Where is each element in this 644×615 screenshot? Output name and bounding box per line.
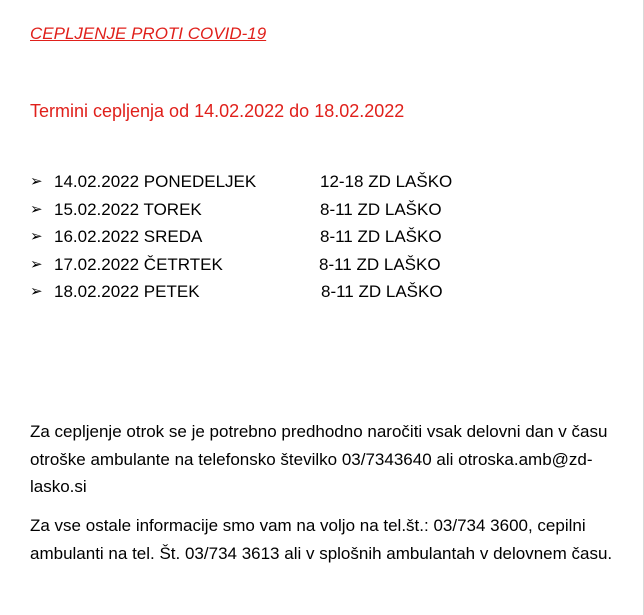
- schedule-day: 16.02.2022 SREDA: [54, 227, 203, 247]
- schedule-time: 8-11 ZD LAŠKO: [319, 254, 441, 274]
- schedule-day: 17.02.2022 ČETRTEK: [54, 254, 223, 274]
- arrow-bullet-icon: ➢: [30, 282, 43, 301]
- schedule-day: 15.02.2022 TOREK: [54, 199, 202, 219]
- schedule-time: 8-11 ZD LAŠKO: [321, 282, 443, 302]
- schedule-time: 12-18 ZD LAŠKO: [320, 172, 453, 191]
- contact-info: Za vse ostale informacije smo vam na voljo na tel.št.: 03/734 3600, cepilni ambulanti na tel. Št. 03/734 3613 ali v splošnih ambulantah v delovnem času.: [30, 516, 613, 563]
- arrow-bullet-icon: ➢: [30, 254, 43, 273]
- schedule-time: 8-11 ZD LAŠKO: [320, 199, 442, 219]
- schedule-day: 14.02.2022 PONEDELJEK: [54, 172, 257, 191]
- children-vaccination-info: Za cepljenje otrok se je potrebno predhodno naročiti vsak delovni dan v času otroške ambulante na telefonsko številko 03/7343640 ali otroska.amb@zd-lasko.si: [30, 422, 608, 496]
- arrow-bullet-icon: ➢: [30, 227, 43, 246]
- arrow-bullet-icon: ➢: [30, 172, 43, 190]
- document-heading: CEPLJENJE PROTI COVID-19: [30, 24, 267, 43]
- schedule-time: 8-11 ZD LAŠKO: [320, 227, 442, 247]
- arrow-bullet-icon: ➢: [30, 199, 43, 218]
- schedule-subtitle: Termini cepljenja od 14.02.2022 do 18.02.2022: [30, 101, 405, 121]
- schedule-day: 18.02.2022 PETEK: [54, 282, 200, 302]
